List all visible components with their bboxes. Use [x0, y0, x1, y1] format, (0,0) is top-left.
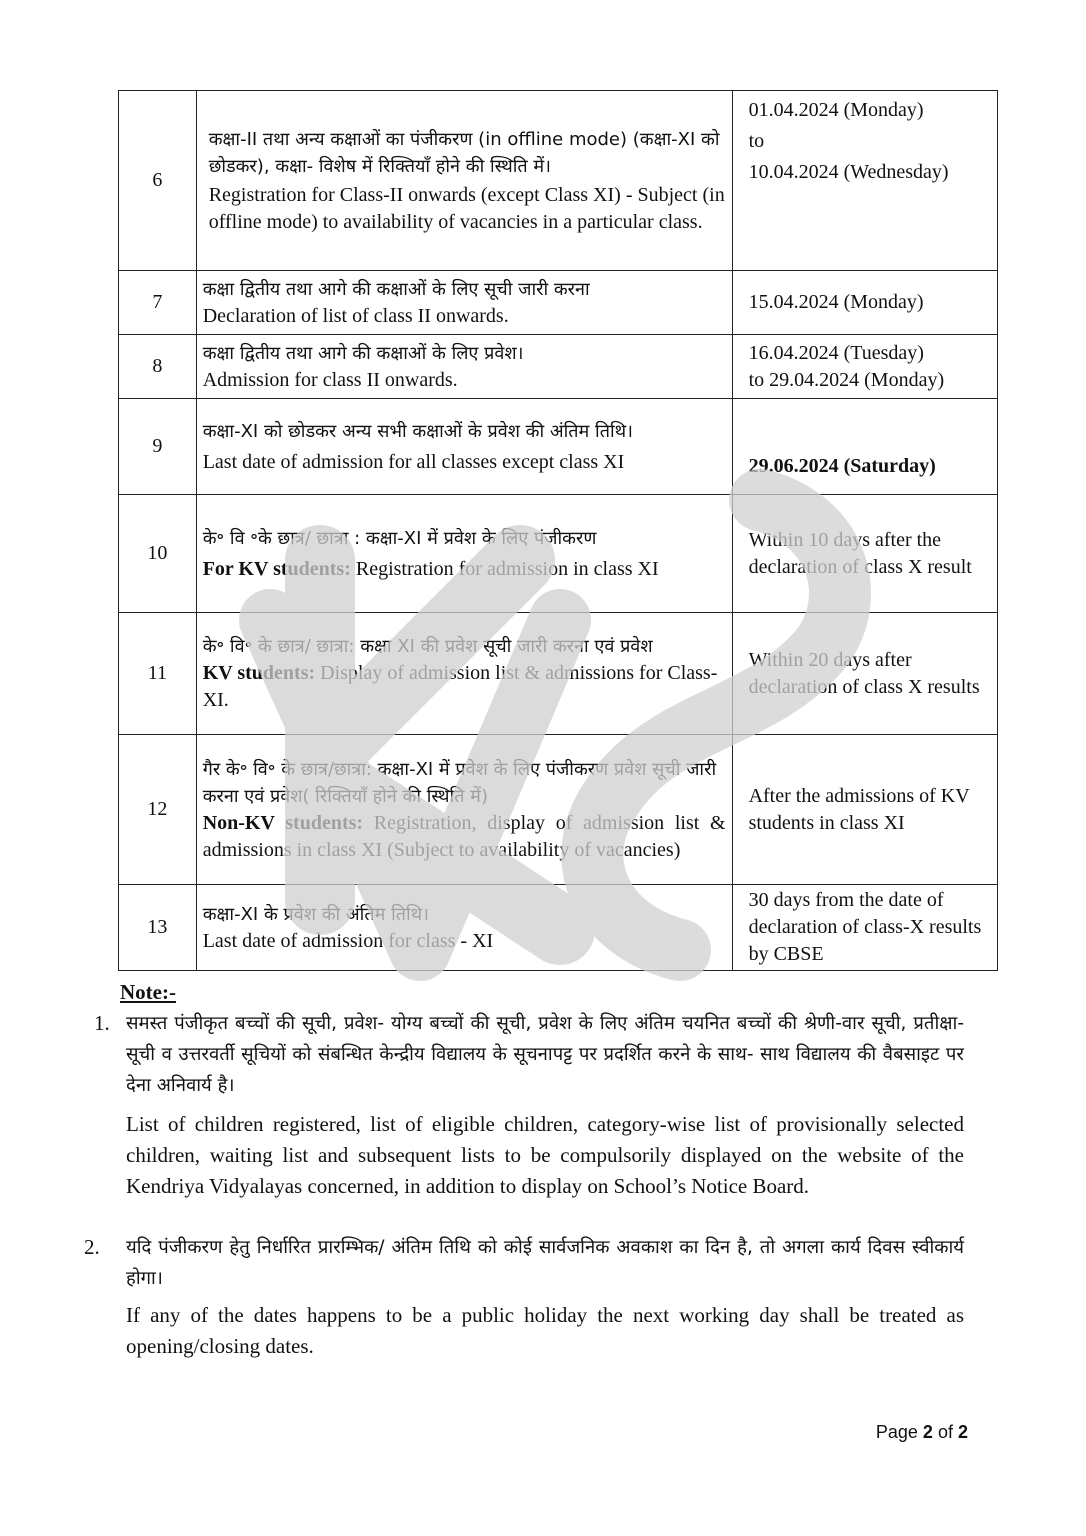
row-description [196, 735, 732, 885]
hindi-text: कक्षा द्वितीय तथा आगे की कक्षाओं के लिए सूची जारी करना [202, 278, 590, 300]
date-end: 10.04.2024 (Wednesday) [748, 161, 949, 183]
row-number: 6 [119, 91, 197, 271]
of-label: of [937, 1422, 953, 1442]
total-pages: 2 [957, 1422, 968, 1442]
row-description [196, 91, 732, 271]
note-number: 2. [84, 1235, 100, 1259]
hindi-text: कक्षा द्वितीय तथा आगे की कक्षाओं के लिए प्रवेश। [202, 342, 524, 364]
note-english-text: List of children registered, list of eligible children, category-wise list of provisionally selected children, waiting list and subsequent lists to be compulsorily displayed on the website of the Kendriya Vidyalayas concerned, in addition to display on School’s Notice Board. [126, 1112, 964, 1198]
date-start: 01.04.2024 (Monday) [748, 99, 924, 121]
page-label: Page [875, 1422, 918, 1442]
english-text: Admission for class II onwards. [202, 368, 458, 391]
row-number: 7 [119, 271, 197, 335]
row-date: 30 days from the date of declaration of class-X results by CBSE [732, 885, 997, 971]
row-description [196, 335, 732, 399]
english-text: Last date of admission for class - XI [202, 929, 494, 952]
table-row [119, 495, 998, 613]
admission-schedule-table [118, 90, 998, 971]
english-text [203, 556, 726, 583]
row-number: 9 [119, 399, 197, 495]
note-body [126, 1232, 964, 1362]
english-bold-label: For KV students: [202, 557, 351, 580]
hindi-text: कक्षा-II तथा अन्य कक्षाओं का पंजीकरण (in offline mode) (कक्षा-XI को छोडकर), कक्षा- विशेष में रिक्तियाँ होने की स्थिति में। [208, 128, 720, 177]
row-description [196, 885, 732, 971]
date-to: to [748, 130, 765, 152]
date-end: to 29.04.2024 (Monday) [748, 368, 945, 391]
hindi-text: कक्षा-XI को छोडकर अन्य सभी कक्षाओं के प्रवेश की अंतिम तिथि। [202, 420, 633, 442]
row-description [196, 271, 732, 335]
english-text: Last date of admission for all classes except class XI [202, 450, 625, 473]
hindi-text: गैर के॰ वि॰ के छात्र/छात्रा: कक्षा-XI में प्रवेश के लिए पंजीकरण प्रवेश सूची जारी करना एवं प्रवेश( रिक्तियाँ होने की स्थिति में) [202, 758, 717, 807]
note-hindi-text: समस्त पंजीकृत बच्चों की सूची, प्रवेश- योग्य बच्चों की सूची, प्रवेश के लिए अंतिम चयनित बच्चों की श्रेणी-वार सूची, प्रतीक्षा-सूची व उत्तरवर्ती सूचियों को संबन्धित केन्द्रीय विद्यालय के सूचनापट्ट पर प्रदर्शित करने के साथ- साथ विद्यालय की वैबसाइट पर देना अनिवार्य है। [126, 1013, 964, 1096]
table-row [119, 399, 998, 495]
note-body [126, 1008, 964, 1202]
row-date [732, 335, 997, 399]
row-date: 15.04.2024 (Monday) [732, 271, 997, 335]
hindi-text: कक्षा-XI के प्रवेश की अंतिम तिथि। [202, 903, 429, 925]
table-row [119, 335, 998, 399]
row-date [732, 91, 997, 271]
page-number: 2 [922, 1422, 933, 1442]
row-number: 8 [119, 335, 197, 399]
row-date: Within 20 days after declaration of class X results [732, 613, 997, 735]
english-text: Registration for Class-II onwards (except Class XI) - Subject (in offline mode) to availability of vacancies in a particular class. [208, 183, 725, 233]
date-start: 16.04.2024 (Tuesday) [748, 341, 924, 364]
row-number: 11 [119, 613, 197, 735]
english-body: Registration for admission in class XI [355, 557, 659, 580]
row-description [196, 613, 732, 735]
row-date: After the admissions of KV students in class XI [732, 735, 997, 885]
english-text [203, 810, 726, 864]
english-text: Declaration of list of class II onwards. [202, 304, 509, 327]
table-row [119, 735, 998, 885]
note-title: Note:- [120, 980, 176, 1004]
date-bold: 29.06.2024 (Saturday) [748, 455, 936, 477]
table-row [119, 613, 998, 735]
english-text [203, 660, 726, 714]
row-description [196, 495, 732, 613]
row-number: 12 [119, 735, 197, 885]
english-body: Registration, display of admission list & admissions in class XI (Subject to availability of vacancies) [202, 811, 726, 861]
note-item [84, 1008, 964, 1202]
hindi-text: के॰ वि ॰के छात्र/ छात्रा : कक्षा-XI में प्रवेश के लिए पंजीकरण [202, 527, 597, 549]
row-number: 13 [119, 885, 197, 971]
english-bold-label: KV students: [202, 662, 316, 684]
english-bold-label: Non-KV students: [202, 811, 364, 834]
table-row [119, 91, 998, 271]
row-description [196, 399, 732, 495]
note-number: 1. [94, 1011, 110, 1035]
note-hindi-text: यदि पंजीकरण हेतु निर्धारित प्रारम्भिक/ अंतिम तिथि को कोई सार्वजनिक अवकाश का दिन है, तो अगला कार्य दिवस स्वीकार्य होगा। [126, 1237, 964, 1289]
page-footer [876, 1422, 968, 1443]
note-english-text: If any of the dates happens to be a public holiday the next working day shall be treated as opening/closing dates. [126, 1303, 964, 1358]
row-date: Within 10 days after the declaration of class X result [732, 495, 997, 613]
row-number: 10 [119, 495, 197, 613]
row-date [732, 399, 997, 495]
hindi-text: के॰ वि॰ के छात्र/ छात्रा: कक्षा XI की प्रवेश सूची जारी करना एवं प्रवेश [202, 636, 653, 657]
table-row [119, 885, 998, 971]
english-body: Display of admission list & admissions for Class-XI. [202, 662, 718, 711]
table-row [119, 271, 998, 335]
note-item [84, 1232, 964, 1362]
